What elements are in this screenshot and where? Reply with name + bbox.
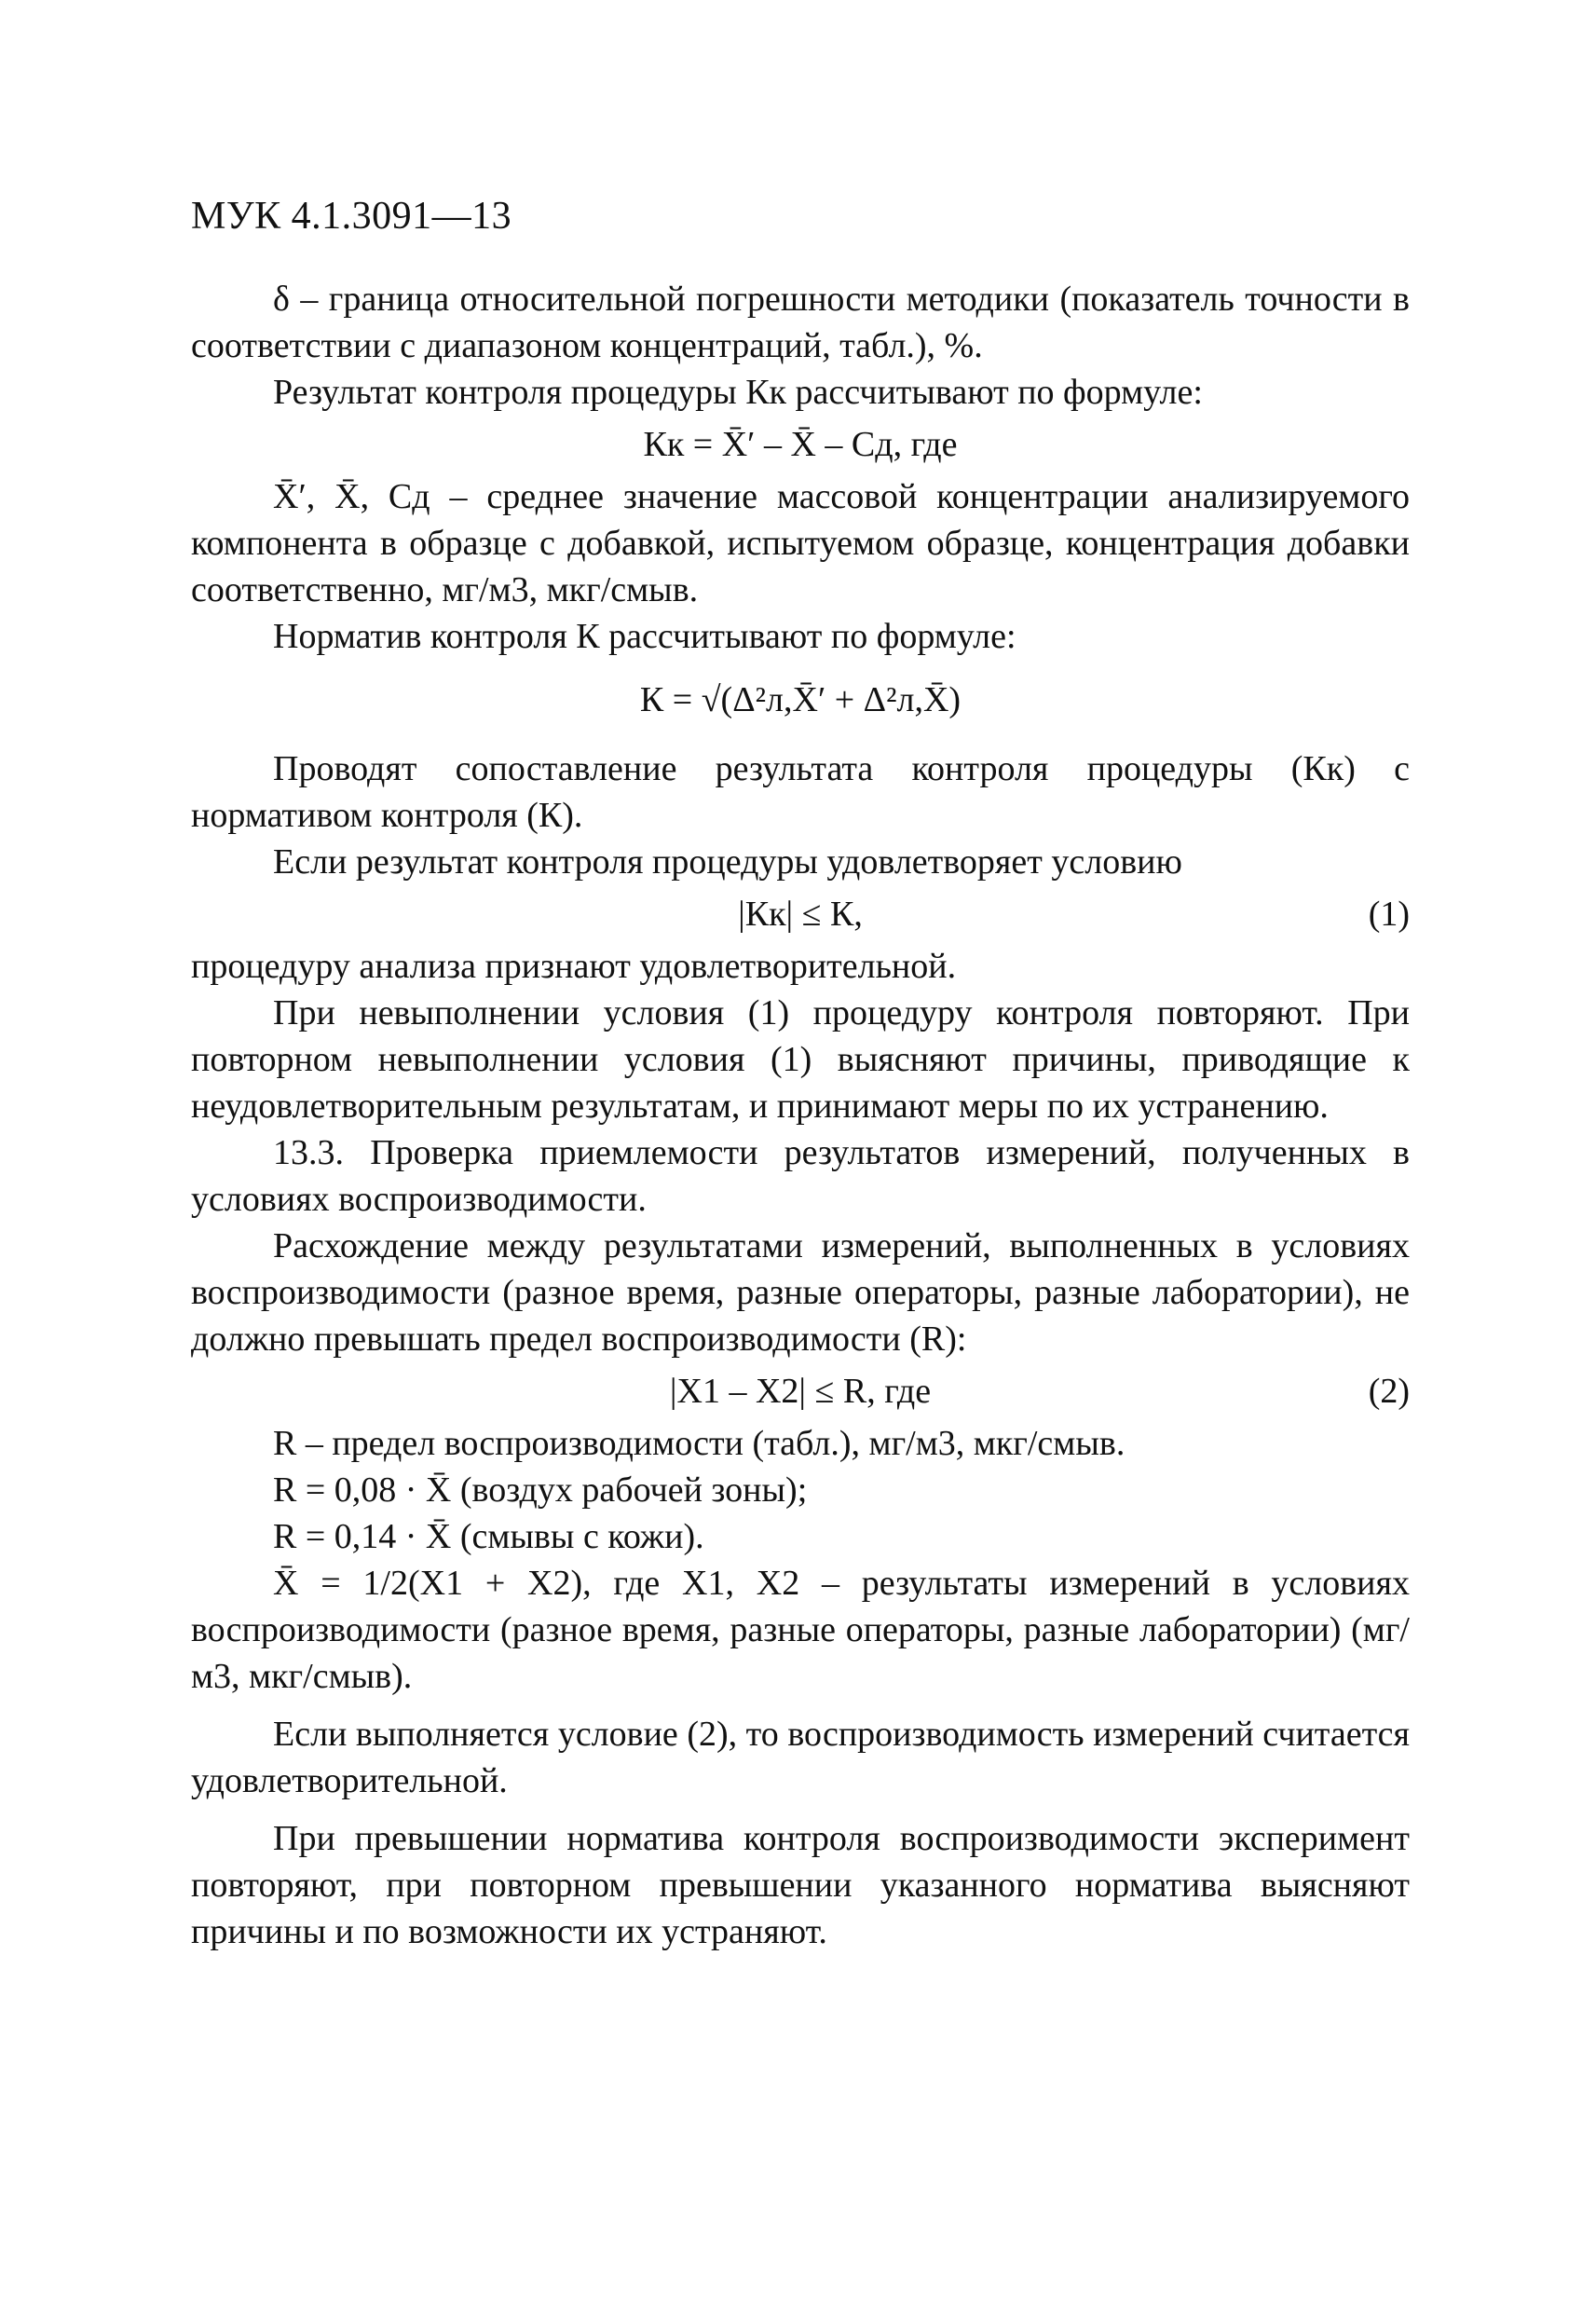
discrepancy-paragraph: Расхождение между результатами измерений, выполненных в условиях воспроизводимости (разное время, разные операторы, разные лаборатории), не должно превышать предел воспроизводимости (R): — [191, 1226, 1410, 1359]
xbar-definition-paragraph: X̄′, X̄, Cд – среднее значение массовой концентрации анализируемого компонента в образце с добавкой, испытуемом образце, концентрация добавки соответственно, мг/м3, мкг/смыв. — [191, 477, 1410, 609]
document-code-header: МУК 4.1.3091—13 — [191, 195, 512, 238]
r-air-formula: R = 0,08 · X̄ (воздух рабочей зоны); — [273, 1470, 808, 1510]
delta-definition-paragraph: δ – граница относительной погрешности методики (показатель точности в соответствии с диапазоном концентраций, табл.), %. — [191, 280, 1410, 365]
equation-1-number: (1) — [1368, 895, 1410, 934]
k-equation: К = √(Δ²л,X̄′ + Δ²л,X̄) — [639, 680, 962, 719]
kk-formula-intro: Результат контроля процедуры Кк рассчитывают по формуле: — [273, 373, 1203, 412]
kk-equation: Кк = X̄′ – X̄ – Cд, где — [643, 425, 958, 464]
comparison-paragraph: Проводят сопоставление результата контроля процедуры (Кк) с нормативом контроля (К). — [191, 749, 1410, 835]
document-body — [191, 276, 1410, 1955]
satisfactory-paragraph: процедуру анализа признают удовлетворительной. — [191, 947, 957, 986]
condition-intro: Если результат контроля процедуры удовлетворяет условию — [273, 842, 1182, 882]
failure-paragraph: При невыполнении условия (1) процедуру контроля повторяют. При повторном невыполнении условия (1) выясняют причины, приводящие к неудовлетворительным результатам, и принимают меры по их устранению. — [191, 993, 1410, 1126]
condition-2-paragraph: Если выполняется условие (2), то воспроизводимость измерений считается удовлетворительной. — [191, 1715, 1410, 1800]
equation-2-number: (2) — [1368, 1372, 1410, 1411]
exceed-paragraph: При превышении норматива контроля воспроизводимости эксперимент повторяют, при повторном превышении указанного норматива выясняют причины и по возможности их устраняют. — [191, 1819, 1410, 1951]
equation-2-expression: |X1 – X2| ≤ R, где — [669, 1372, 932, 1411]
equation-1-expression: |Кк| ≤ К, — [738, 895, 863, 934]
equation-2 — [191, 1362, 1410, 1420]
xbar-mean-paragraph: X̄ = 1/2(X1 + X2), где X1, X2 – результаты измерений в условиях воспроизводимости (разное время, разные операторы, разные лаборатории) (мг/м3, мкг/смыв). — [191, 1564, 1410, 1696]
r-definition: R – предел воспроизводимости (табл.), мг/м3, мкг/смыв. — [273, 1424, 1125, 1463]
k-formula-intro: Норматив контроля К рассчитывают по формуле: — [273, 617, 1016, 656]
equation-1 — [191, 885, 1410, 943]
r-skin-formula: R = 0,14 · X̄ (смывы с кожи). — [273, 1517, 704, 1556]
section-13-3-heading: 13.3. Проверка приемлемости результатов измерений, полученных в условиях воспроизводимости. — [191, 1133, 1410, 1219]
